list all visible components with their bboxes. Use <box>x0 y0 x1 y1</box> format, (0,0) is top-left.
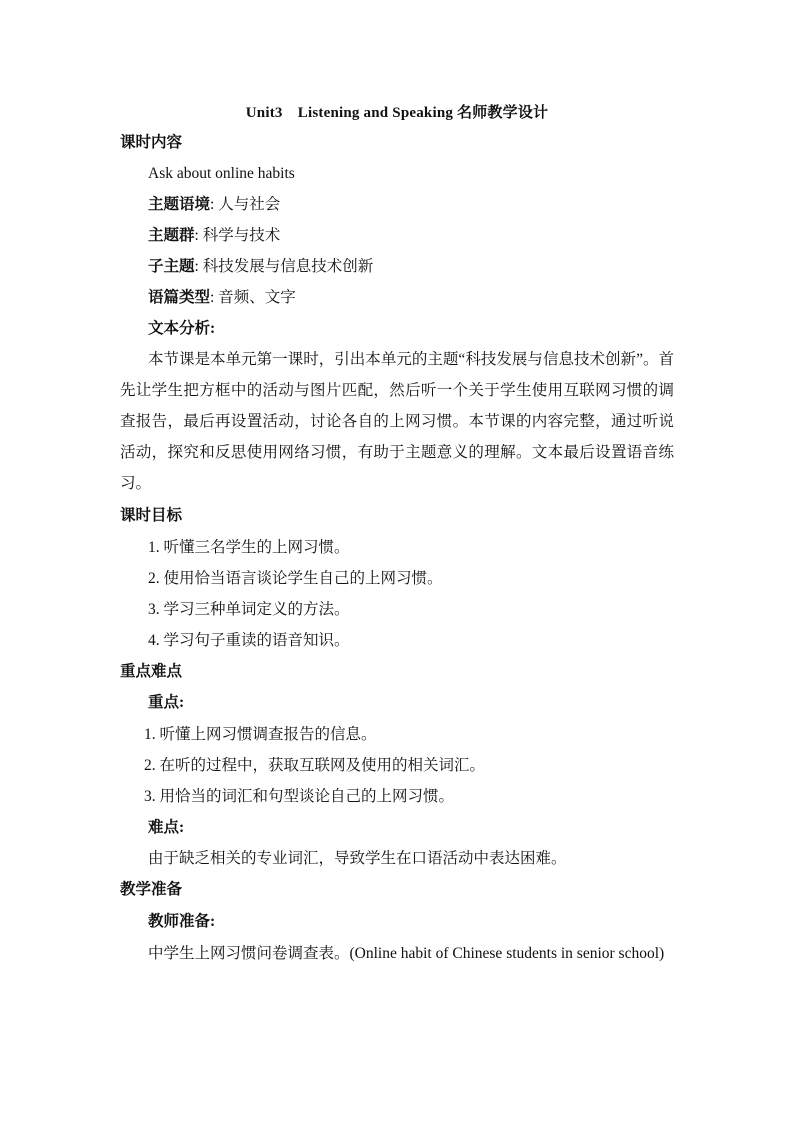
theme-context-value: : 人与社会 <box>210 196 281 213</box>
analysis-paragraph: 本节课是本单元第一课时，引出本单元的主题“科技发展与信息技术创新”。首先让学生把方框中的活动与图片匹配，然后听一个关于学生使用互联网习惯的调查报告，最后再设置活动，讨论各自的上网习惯。本节课的内容完整，通过听说活动，探究和反思使用网络习惯，有助于主题意义的理解。文本最后设置语音练习。 <box>120 351 674 492</box>
theme-group-value: : 科学与技术 <box>194 227 281 244</box>
objective-item: 2. 使用恰当语言谈论学生自己的上网习惯。 <box>148 570 443 587</box>
subtheme-row <box>148 257 373 277</box>
text-type-label: 语篇类型 <box>148 289 211 306</box>
objective-item: 1. 听懂三名学生的上网习惯。 <box>148 539 350 556</box>
key-point-item: 1. 听懂上网习惯调查报告的信息。 <box>144 726 377 743</box>
lesson-topic: Ask about online habits <box>148 165 295 182</box>
teacher-preparation-label: 教师准备: <box>148 913 216 930</box>
key-point-item: 2. 在听的过程中，获取互联网及使用的相关词汇。 <box>144 757 486 774</box>
theme-context-row <box>148 195 280 215</box>
key-points-label: 重点: <box>148 694 185 711</box>
difficulty-label: 难点: <box>148 819 185 836</box>
section-heading-lesson-content: 课时内容 <box>120 134 183 151</box>
objective-item: 4. 学习句子重读的语音知识。 <box>148 632 350 649</box>
text-type-value: : 音频、文字 <box>210 289 296 306</box>
section-heading-preparation: 教学准备 <box>120 881 183 898</box>
theme-group-row <box>148 226 280 246</box>
subtheme-label: 子主题 <box>148 258 195 275</box>
document-title: Unit3 Listening and Speaking 名师教学设计 <box>245 105 549 121</box>
theme-group-label: 主题群 <box>148 227 195 244</box>
section-heading-key-points: 重点难点 <box>120 663 183 680</box>
theme-context-label: 主题语境 <box>148 196 211 213</box>
subtheme-value: : 科技发展与信息技术创新 <box>194 258 374 275</box>
teacher-preparation-text: 中学生上网习惯问卷调查表。(Online habit of Chinese students in senior school) <box>148 945 665 962</box>
key-point-item: 3. 用恰当的词汇和句型谈论自己的上网习惯。 <box>144 788 455 805</box>
text-type-row <box>148 288 296 308</box>
analysis-heading: 文本分析: <box>148 320 216 337</box>
difficulty-text: 由于缺乏相关的专业词汇，导致学生在口语活动中表达困难。 <box>148 850 567 867</box>
section-heading-objectives: 课时目标 <box>120 507 183 524</box>
objective-item: 3. 学习三种单词定义的方法。 <box>148 601 350 618</box>
